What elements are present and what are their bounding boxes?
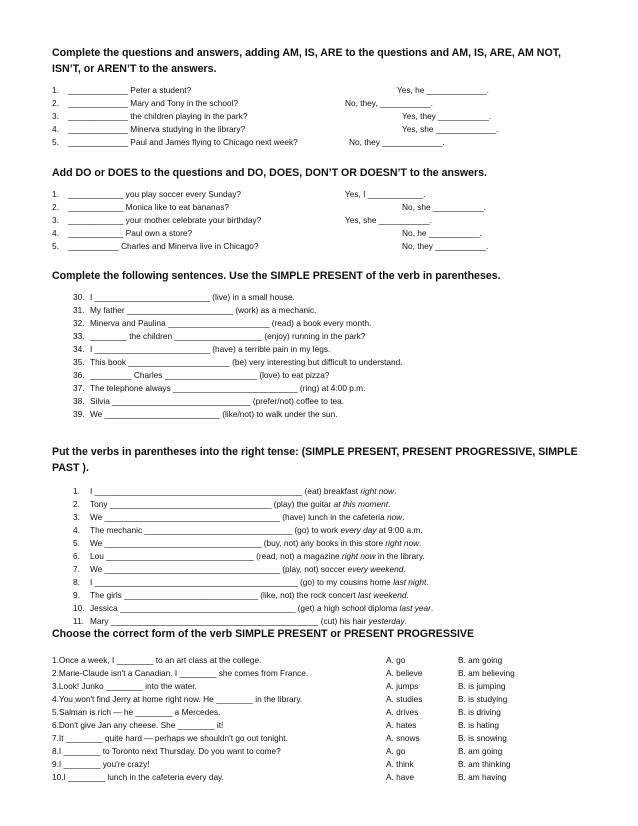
option-b: B. am going (458, 746, 503, 756)
option-b: B. is jumping (458, 681, 506, 691)
list-item: 31. My father _______________________ (work) as a mechanic. (73, 305, 317, 315)
list-item: 9.I ________ you're crazy! (52, 759, 150, 769)
list-item: 11. Mary _____________________________________________ (cut) his hair yesterday. (73, 616, 407, 626)
list-item: 8. I ____________________________________________ (go) to my cousins home last night. (73, 577, 429, 587)
list-item: 8.I ________ to Toronto next Thursday. Do you want to come? (52, 746, 281, 756)
option-a: A. studies (386, 694, 423, 704)
option-b: B. is hating (458, 720, 500, 730)
option-a: A. believe (386, 668, 423, 678)
list-item: 1. I _____________________________________________ (eat) breakfast right now. (73, 486, 397, 496)
list-item: 39. We _________________________ (like/not) to walk under the sun. (73, 409, 338, 419)
option-a: A. go (386, 746, 406, 756)
section-4-title: Put the verbs in parentheses into the right tense: (SIMPLE PRESENT, PRESENT PROGRESSIVE, SIMPLE PAST ). (52, 446, 578, 474)
list-item: 2.Marie-Claude isn't a Canadian. I ________ she comes from France. (52, 668, 309, 678)
answer: Yes, she _____________. (402, 124, 499, 134)
option-a: A. jumps (386, 681, 419, 691)
answer: Yes, she ___________. (345, 215, 432, 225)
list-item: 5. ___________ Charles and Minerva live in Chicago? (52, 241, 259, 251)
list-item: 2. _____________ Mary and Tony in the school? (52, 98, 239, 108)
list-item: 36. _________ Charles ____________________ (love) to eat pizza? (73, 370, 330, 380)
section-1-title: Complete the questions and answers, adding AM, IS, ARE to the questions and AM, IS, ARE, AM NOT, ISN’T, or AREN’T to the answers. (52, 47, 561, 75)
list-item: 2. Tony ___________________________________ (play) the guitar at this moment. (73, 499, 391, 509)
list-item: 6.Don't give Jan any cheese. She ________ it! (52, 720, 224, 730)
option-a: A. drives (386, 707, 419, 717)
list-item: 35. This book ______________________ (be) very interesting but difficult to understand. (73, 357, 403, 367)
section-3-title: Complete the following sentences. Use the SIMPLE PRESENT of the verb in parentheses. (52, 270, 501, 282)
answer: No, they ___________. (402, 241, 489, 251)
option-a: A. hates (386, 720, 417, 730)
answer: No, he ___________. (402, 228, 482, 238)
list-item: 4. _____________ Minerva studying in the library? (52, 124, 246, 134)
section-5-title: Choose the correct form of the verb SIMPLE PRESENT or PRESENT PROGRESSIVE (52, 628, 475, 640)
section-2-title: Add DO or DOES to the questions and DO, DOES, DON’T OR DOESN’T to the answers. (52, 167, 487, 179)
list-item: 5.Salman is rich — he ________ a Mercedes. (52, 707, 221, 717)
list-item: 1. ____________ you play soccer every Sunday? (52, 189, 241, 199)
list-item: 4. The mechanic ________________________________ (go) to work every day at 9:00 a.m. (73, 525, 423, 535)
list-item: 38. Silvia ______________________________ (prefer/not) coffee to tea. (73, 396, 345, 406)
list-item: 3. ____________ your mother celebrate your birthday? (52, 215, 262, 225)
list-item: 3. _____________ the children playing in the park? (52, 111, 248, 121)
list-item: 9. The girls _____________________________ (like, not) the rock concert last weekend. (73, 590, 409, 600)
answer: Yes, he _____________. (397, 85, 489, 95)
option-b: B. is driving (458, 707, 501, 717)
list-item: 4. ____________ Paul own a store? (52, 228, 193, 238)
answer: Yes, they ___________. (402, 111, 492, 121)
answer: No, they _____________. (349, 137, 445, 147)
list-item: 34. I _________________________ (have) a terrible pain in my legs. (73, 344, 331, 354)
option-b: B. is studying (458, 694, 508, 704)
list-item: 33. ________ the children ___________________ (enjoy) running in the park? (73, 331, 366, 341)
list-item: 32. Minerva and Paulina ______________________ (read) a book every month. (73, 318, 372, 328)
answer: No, she ___________. (402, 202, 486, 212)
option-a: A. think (386, 759, 414, 769)
option-a: A. snows (386, 733, 420, 743)
list-item: 10. Jessica ______________________________________ (get) a high school diploma last year. (73, 603, 434, 613)
list-item: 7.It ________ quite hard — perhaps we shouldn't go out tonight. (52, 733, 288, 743)
list-item: 2. ____________ Monica like to eat bananas? (52, 202, 229, 212)
option-b: B. am going (458, 655, 503, 665)
option-a: A. go (386, 655, 406, 665)
list-item: 30. I _________________________ (live) in a small house. (73, 292, 295, 302)
option-b: B. is snowing (458, 733, 507, 743)
list-item: 4.You won't find Jerry at home right now. He ________ in the library. (52, 694, 303, 704)
option-a: A. have (386, 772, 415, 782)
list-item: 37. The telephone always ___________________________ (ring) at 4:00 p.m. (73, 383, 366, 393)
list-item: 1. _____________ Peter a student? (52, 85, 192, 95)
list-item: 7. We ______________________________________ (play, not) soccer every weekend. (73, 564, 406, 574)
option-b: B. am thinking (458, 759, 511, 769)
list-item: 1.Once a week, I ________ to an art class at the college. (52, 655, 262, 665)
list-item: 5. We __________________________________ (buy, not) any books in this store right now. (73, 538, 422, 548)
option-b: B. am having (458, 772, 507, 782)
list-item: 3.Look! Junko ________ into the water. (52, 681, 197, 691)
answer: No, they, ___________. (345, 98, 433, 108)
list-item: 6. Lou ________________________________ (read, not) a magazine right now in the library. (73, 551, 425, 561)
list-item: 3. We ______________________________________ (have) lunch in the cafeteria now. (73, 512, 405, 522)
option-b: B. am believing (458, 668, 515, 678)
list-item: 10.I ________ lunch in the cafeteria every day. (52, 772, 224, 782)
list-item: 5. _____________ Paul and James flying to Chicago next week? (52, 137, 298, 147)
answer: Yes, I ____________. (345, 189, 426, 199)
